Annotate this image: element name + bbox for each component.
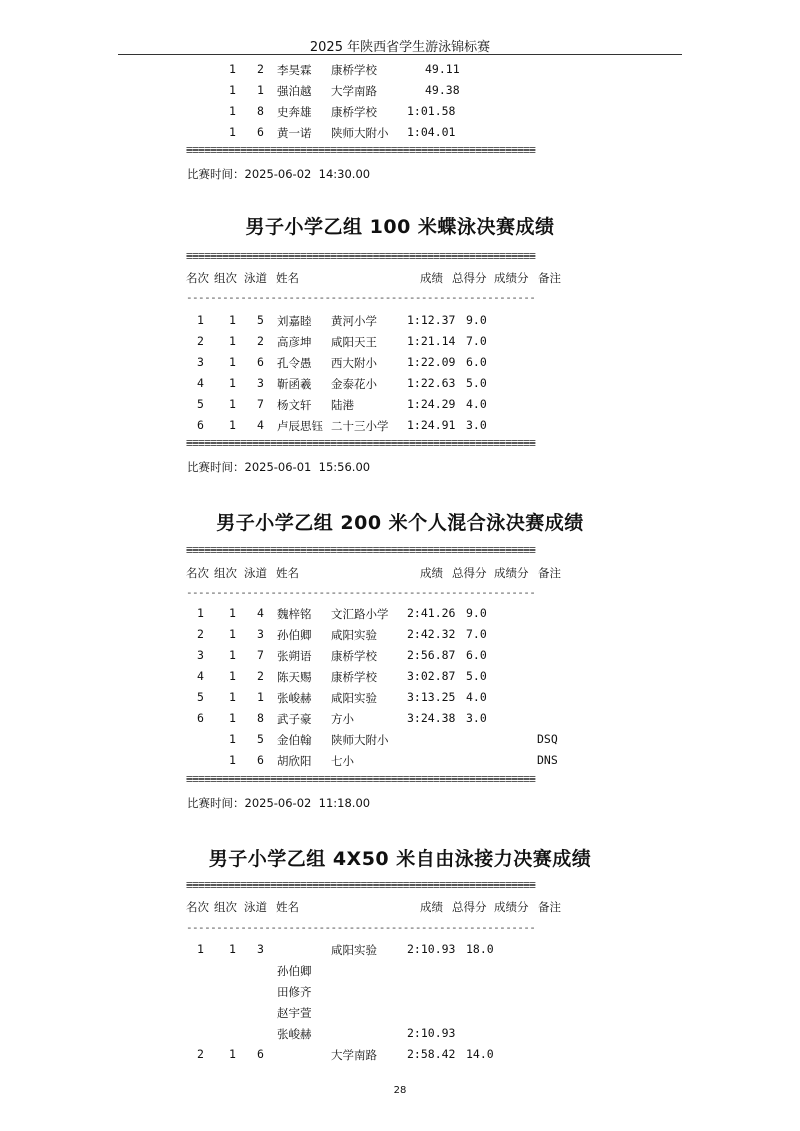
- single-rule: [186, 590, 592, 596]
- cell-time: 3:13.25: [407, 690, 456, 704]
- cell-lane: 7: [257, 397, 264, 411]
- cell-time: 2:10.93: [407, 1026, 456, 1040]
- section-title: 男子小学乙组 200 米个人混合泳决赛成绩: [216, 512, 584, 534]
- column-header: 泳道: [244, 900, 267, 914]
- cell-score: 7.0: [466, 627, 487, 641]
- cell-school: 康桥学校: [331, 649, 377, 663]
- column-header: 名次: [186, 271, 209, 285]
- cell-time: 3:02.87: [407, 669, 456, 683]
- cell-group: 1: [229, 313, 236, 327]
- double-rule: [186, 149, 592, 155]
- column-header: 备注: [538, 566, 561, 580]
- cell-time: 2:56.87: [407, 648, 456, 662]
- cell-group: 1: [229, 418, 236, 432]
- cell-group: 1: [229, 1047, 236, 1061]
- cell-rank: 2: [197, 1047, 204, 1061]
- cell-group: 1: [229, 397, 236, 411]
- cell-name: 魏梓铭: [277, 607, 312, 621]
- cell-rank: 5: [197, 397, 204, 411]
- cell-school: 金泰花小: [331, 377, 377, 391]
- cell-group: 1: [229, 669, 236, 683]
- cell-school: 文汇路小学: [331, 607, 389, 621]
- cell-name: 田修齐: [277, 985, 312, 999]
- cell-lane: 8: [257, 711, 264, 725]
- cell-school: 咸阳实验: [331, 943, 377, 957]
- column-header: 姓名: [276, 566, 299, 580]
- cell-name: 强泊越: [277, 84, 312, 98]
- cell-school: 大学南路: [331, 84, 377, 98]
- cell-score: 5.0: [466, 669, 487, 683]
- cell-score: 6.0: [466, 355, 487, 369]
- cell-name: 靳函羲: [277, 377, 312, 391]
- cell-score: 3.0: [466, 711, 487, 725]
- cell-score: 9.0: [466, 606, 487, 620]
- cell-rank: 6: [197, 711, 204, 725]
- cell-time: 2:42.32: [407, 627, 456, 641]
- column-header: 备注: [538, 271, 561, 285]
- cell-time: 1:04.01: [407, 125, 456, 139]
- cell-time: 3:24.38: [407, 711, 456, 725]
- header-rule: [118, 54, 682, 55]
- cell-school: 陕师大附小: [331, 126, 389, 140]
- cell-name: 黄一诺: [277, 126, 312, 140]
- cell-lane: 4: [257, 606, 264, 620]
- cell-name: 高彦坤: [277, 335, 312, 349]
- cell-name: 张峻赫: [277, 691, 312, 705]
- match-time: 比赛时间：2025-06-02 11:18.00: [187, 796, 371, 810]
- cell-lane: 8: [257, 104, 264, 118]
- single-rule: [186, 925, 592, 931]
- column-header: 组次: [214, 566, 237, 580]
- cell-rank: 2: [197, 334, 204, 348]
- single-rule: [186, 295, 592, 301]
- cell-school: 方小: [331, 712, 354, 726]
- cell-lane: 6: [257, 355, 264, 369]
- cell-school: 西大附小: [331, 356, 377, 370]
- cell-name: 武子豪: [277, 712, 312, 726]
- page-number: 28: [393, 1085, 407, 1096]
- cell-note: DSQ: [537, 732, 558, 746]
- cell-time: 1:22.09: [407, 355, 456, 369]
- cell-group: 1: [229, 125, 236, 139]
- cell-school: 陆港: [331, 398, 354, 412]
- column-header: 成绩分: [494, 271, 529, 285]
- cell-rank: 4: [197, 376, 204, 390]
- cell-school: 七小: [331, 754, 354, 768]
- double-rule: [186, 778, 592, 784]
- cell-name: 刘嘉睦: [277, 314, 312, 328]
- cell-lane: 6: [257, 125, 264, 139]
- cell-school: 陕师大附小: [331, 733, 389, 747]
- cell-lane: 2: [257, 62, 264, 76]
- cell-time: 2:41.26: [407, 606, 456, 620]
- cell-group: 1: [229, 732, 236, 746]
- cell-name: 赵宇萱: [277, 1006, 312, 1020]
- column-header: 总得分: [452, 271, 487, 285]
- cell-rank: 3: [197, 355, 204, 369]
- cell-lane: 7: [257, 648, 264, 662]
- page-header: 2025 年陕西省学生游泳锦标赛: [309, 40, 491, 55]
- double-rule: [186, 255, 592, 261]
- double-rule: [186, 442, 592, 448]
- cell-lane: 3: [257, 376, 264, 390]
- column-header: 泳道: [244, 271, 267, 285]
- cell-time: 1:21.14: [407, 334, 456, 348]
- cell-time: 49.38: [425, 83, 460, 97]
- cell-time: 2:58.42: [407, 1047, 456, 1061]
- cell-name: 史奔雄: [277, 105, 312, 119]
- cell-group: 1: [229, 104, 236, 118]
- cell-school: 咸阳实验: [331, 691, 377, 705]
- cell-rank: 1: [197, 942, 204, 956]
- cell-lane: 3: [257, 627, 264, 641]
- column-header: 名次: [186, 566, 209, 580]
- cell-rank: 2: [197, 627, 204, 641]
- cell-score: 4.0: [466, 690, 487, 704]
- cell-lane: 5: [257, 732, 264, 746]
- column-header: 成绩分: [494, 566, 529, 580]
- column-header: 总得分: [452, 900, 487, 914]
- column-header: 成绩分: [494, 900, 529, 914]
- cell-name: 李昊霖: [277, 63, 312, 77]
- section-title: 男子小学乙组 100 米蝶泳决赛成绩: [245, 216, 555, 238]
- cell-lane: 2: [257, 334, 264, 348]
- cell-group: 1: [229, 711, 236, 725]
- cell-name: 张朔语: [277, 649, 312, 663]
- cell-name: 张峻赫: [277, 1027, 312, 1041]
- cell-group: 1: [229, 690, 236, 704]
- cell-group: 1: [229, 83, 236, 97]
- cell-lane: 1: [257, 83, 264, 97]
- cell-school: 康桥学校: [331, 105, 377, 119]
- column-header: 成绩: [420, 271, 443, 285]
- cell-rank: 1: [197, 313, 204, 327]
- cell-lane: 3: [257, 942, 264, 956]
- cell-rank: 5: [197, 690, 204, 704]
- cell-group: 1: [229, 753, 236, 767]
- cell-group: 1: [229, 606, 236, 620]
- cell-school: 二十三小学: [331, 419, 389, 433]
- cell-rank: 6: [197, 418, 204, 432]
- cell-name: 孔令愚: [277, 356, 312, 370]
- cell-group: 1: [229, 376, 236, 390]
- cell-name: 孙伯卿: [277, 628, 312, 642]
- cell-time: 1:24.91: [407, 418, 456, 432]
- column-header: 成绩: [420, 566, 443, 580]
- cell-group: 1: [229, 648, 236, 662]
- cell-school: 黄河小学: [331, 314, 377, 328]
- cell-score: 7.0: [466, 334, 487, 348]
- cell-score: 4.0: [466, 397, 487, 411]
- column-header: 成绩: [420, 900, 443, 914]
- cell-group: 1: [229, 334, 236, 348]
- cell-time: 1:24.29: [407, 397, 456, 411]
- cell-name: 陈天赐: [277, 670, 312, 684]
- cell-name: 金伯翰: [277, 733, 312, 747]
- cell-score: 3.0: [466, 418, 487, 432]
- cell-name: 孙伯卿: [277, 964, 312, 978]
- cell-school: 咸阳天王: [331, 335, 377, 349]
- cell-rank: 3: [197, 648, 204, 662]
- cell-score: 18.0: [466, 942, 494, 956]
- cell-time: 1:12.37: [407, 313, 456, 327]
- cell-group: 1: [229, 355, 236, 369]
- cell-lane: 4: [257, 418, 264, 432]
- cell-rank: 1: [197, 606, 204, 620]
- cell-time: 1:22.63: [407, 376, 456, 390]
- cell-score: 6.0: [466, 648, 487, 662]
- column-header: 泳道: [244, 566, 267, 580]
- cell-lane: 1: [257, 690, 264, 704]
- match-time: 比赛时间：2025-06-02 14:30.00: [187, 167, 371, 181]
- cell-lane: 6: [257, 753, 264, 767]
- column-header: 总得分: [452, 566, 487, 580]
- cell-school: 大学南路: [331, 1048, 377, 1062]
- cell-school: 咸阳实验: [331, 628, 377, 642]
- section-title: 男子小学乙组 4X50 米自由泳接力决赛成绩: [208, 848, 592, 870]
- cell-lane: 2: [257, 669, 264, 683]
- cell-lane: 6: [257, 1047, 264, 1061]
- double-rule: [186, 549, 592, 555]
- cell-rank: 4: [197, 669, 204, 683]
- double-rule: [186, 884, 592, 890]
- cell-school: 康桥学校: [331, 670, 377, 684]
- cell-time: 2:10.93: [407, 942, 456, 956]
- cell-score: 9.0: [466, 313, 487, 327]
- cell-group: 1: [229, 942, 236, 956]
- cell-group: 1: [229, 627, 236, 641]
- column-header: 组次: [214, 271, 237, 285]
- cell-note: DNS: [537, 753, 558, 767]
- column-header: 姓名: [276, 900, 299, 914]
- cell-score: 14.0: [466, 1047, 494, 1061]
- cell-name: 胡欣阳: [277, 754, 312, 768]
- column-header: 名次: [186, 900, 209, 914]
- cell-time: 49.11: [425, 62, 460, 76]
- column-header: 组次: [214, 900, 237, 914]
- cell-name: 卢辰思钰: [277, 419, 323, 433]
- cell-school: 康桥学校: [331, 63, 377, 77]
- cell-name: 杨文轩: [277, 398, 312, 412]
- cell-group: 1: [229, 62, 236, 76]
- cell-time: 1:01.58: [407, 104, 456, 118]
- column-header: 备注: [538, 900, 561, 914]
- cell-score: 5.0: [466, 376, 487, 390]
- cell-lane: 5: [257, 313, 264, 327]
- column-header: 姓名: [276, 271, 299, 285]
- match-time: 比赛时间：2025-06-01 15:56.00: [187, 460, 371, 474]
